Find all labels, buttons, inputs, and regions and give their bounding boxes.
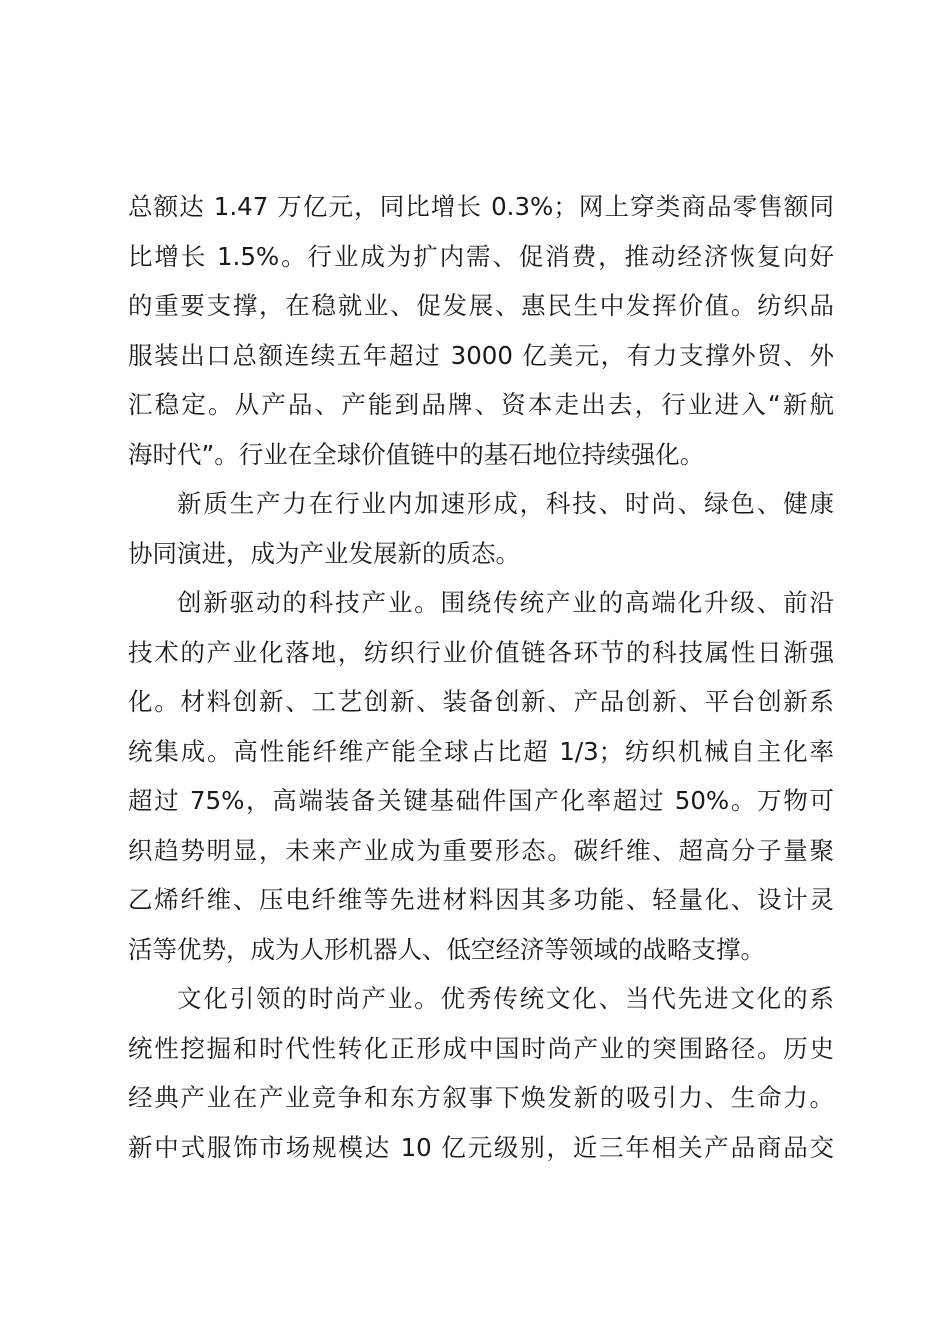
text-line: 比增长 1.5%。行业成为扩内需、促消费，推动经济恢复向好 [128, 241, 834, 271]
text-line: 乙烯纤维、压电纤维等先进材料因其多功能、轻量化、设计灵 [128, 885, 834, 914]
text-line: 统性挖掘和时代性转化正形成中国时尚产业的突围路径。历史 [128, 1033, 834, 1063]
text-line: 海时代”。行业在全球价值链中的基石地位持续强化。 [128, 439, 705, 469]
text-line: 新中式服饰市场规模达 10 亿元级别，近三年相关产品商品交 [128, 1132, 834, 1162]
text-line: 超过 75%，高端装备关键基础件国产化率超过 50%。万物可 [128, 786, 834, 815]
text-line: 创新驱动的科技产业。围绕传统产业的高端化升级、前沿 [177, 588, 834, 617]
paragraph-3 [128, 578, 834, 974]
paragraph-2 [128, 479, 834, 578]
text-line: 织趋势明显，未来产业成为重要形态。碳纤维、超高分子量聚 [128, 835, 834, 865]
text-line: 服装出口总额连续五年超过 3000 亿美元，有力支撑外贸、外 [128, 340, 834, 370]
document-page [128, 182, 834, 1172]
text-line: 文化引领的时尚产业。优秀传统文化、当代先进文化的系 [177, 984, 834, 1013]
text-line: 汇稳定。从产品、产能到品牌、资本走出去，行业进入“新航 [128, 390, 834, 419]
text-line: 技术的产业化落地，纺织行业价值链各环节的科技属性日渐强 [128, 637, 834, 667]
text-line: 化。材料创新、工艺创新、装备创新、产品创新、平台创新系 [128, 687, 834, 716]
paragraph-4 [128, 974, 834, 1172]
text-line: 活等优势，成为人形机器人、低空经济等领域的战略支撑。 [128, 934, 765, 964]
text-line: 协同演进，成为产业发展新的质态。 [128, 538, 520, 568]
text-line: 的重要支撑，在稳就业、促发展、惠民生中发挥价值。纺织品 [128, 291, 834, 320]
text-line: 总额达 1.47 万亿元，同比增长 0.3%；网上穿类商品零售额同 [128, 192, 834, 221]
text-line: 统集成。高性能纤维产能全球占比超 1/3；纺织机械自主化率 [128, 736, 834, 766]
paragraph-1 [128, 182, 834, 479]
text-line: 新质生产力在行业内加速形成，科技、时尚、绿色、健康 [177, 489, 834, 518]
text-line: 经典产业在产业竞争和东方叙事下焕发新的吸引力、生命力。 [128, 1083, 834, 1112]
